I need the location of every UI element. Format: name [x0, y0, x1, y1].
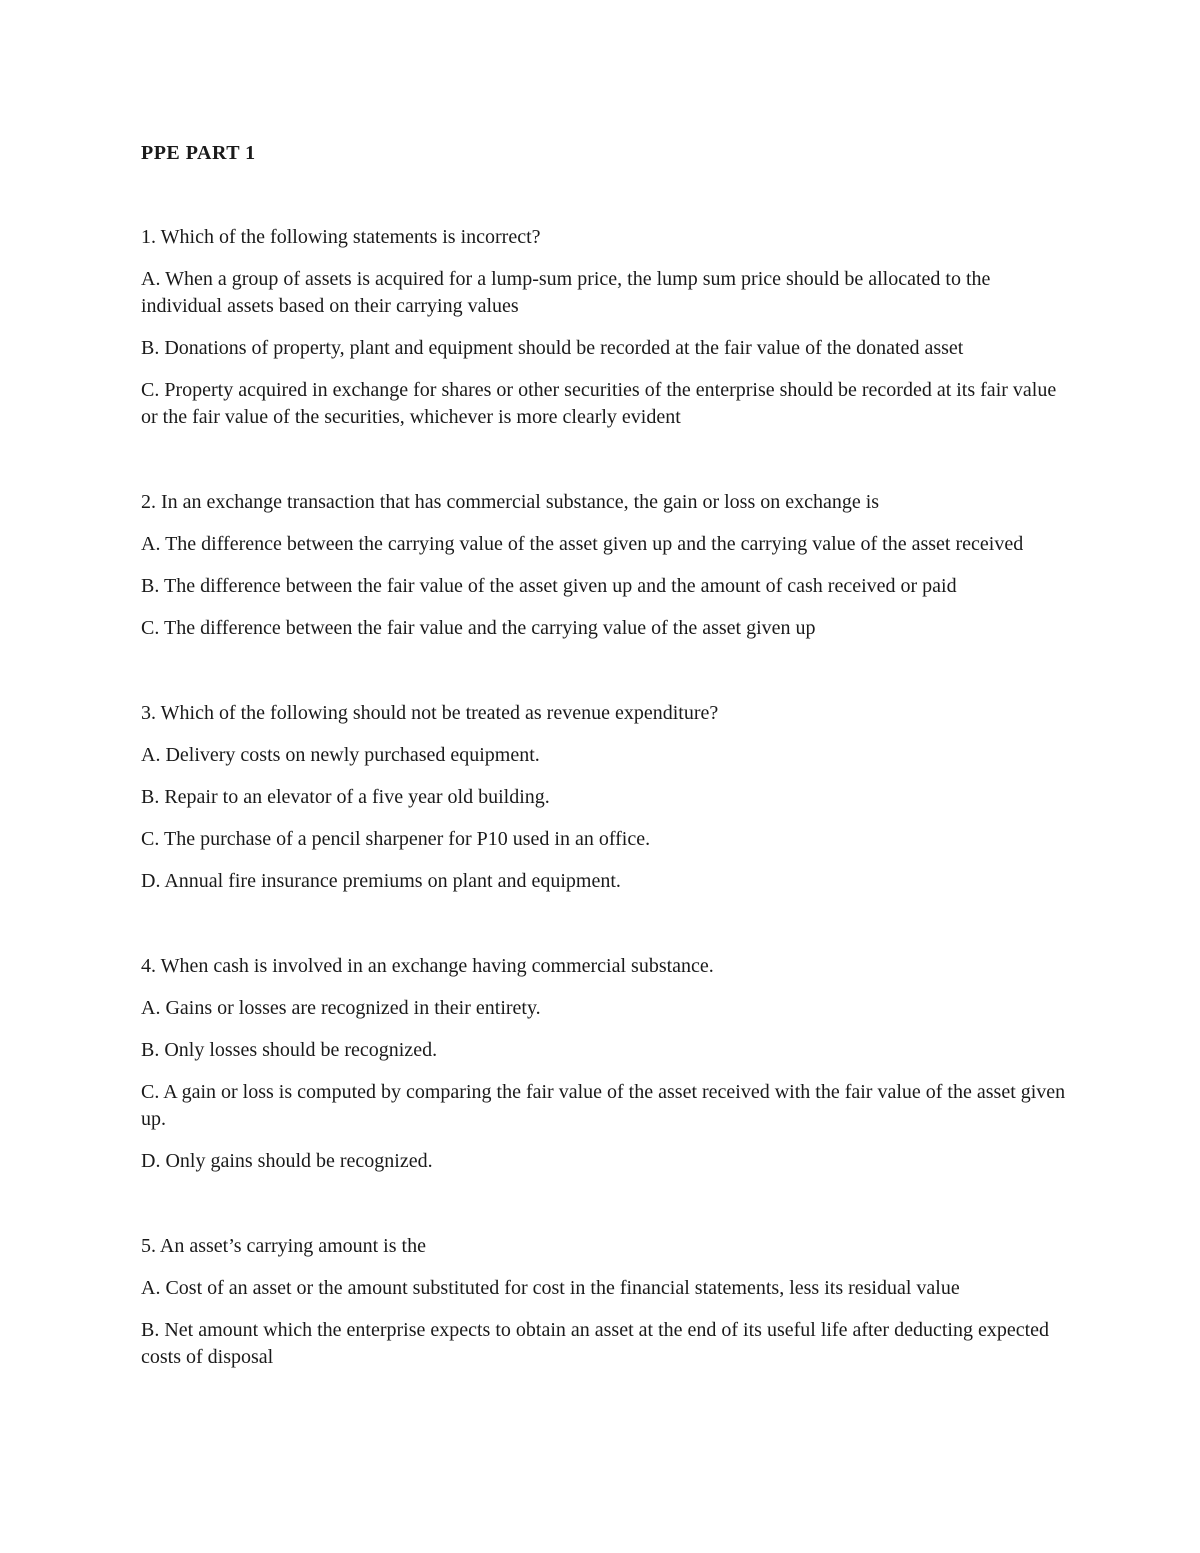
document-body [141, 140, 1071, 1371]
answer-option: D. Only gains should be recognized. [141, 1150, 433, 1172]
answer-option: A. The difference between the carrying value of the asset given up and the carrying value of the asset received [141, 533, 1024, 555]
question-5 [141, 1233, 1071, 1371]
document-title: PPE PART 1 [141, 142, 256, 164]
answer-option: A. Delivery costs on newly purchased equipment. [141, 744, 540, 766]
question-text: 3. Which of the following should not be treated as revenue expenditure? [141, 702, 719, 724]
answer-option: C. The difference between the fair value and the carrying value of the asset given up [141, 617, 816, 639]
question-text: 4. When cash is involved in an exchange having commercial substance. [141, 955, 714, 977]
question-4 [141, 953, 1071, 1175]
question-text: 5. An asset’s carrying amount is the [141, 1235, 426, 1257]
answer-option: A. Gains or losses are recognized in their entirety. [141, 997, 541, 1019]
answer-option: B. Donations of property, plant and equipment should be recorded at the fair value of the donated asset [141, 337, 964, 359]
answer-option: D. Annual fire insurance premiums on plant and equipment. [141, 870, 621, 892]
answer-option: B. Net amount which the enterprise expects to obtain an asset at the end of its useful life after deducting expected costs of disposal [141, 1319, 1050, 1368]
answer-option: A. Cost of an asset or the amount substituted for cost in the financial statements, less its residual value [141, 1277, 960, 1299]
answer-option: A. When a group of assets is acquired for a lump-sum price, the lump sum price should be allocated to the individual assets based on their carrying values [141, 268, 991, 317]
answer-option: B. The difference between the fair value of the asset given up and the amount of cash received or paid [141, 575, 957, 597]
question-2 [141, 489, 1071, 642]
answer-option: C. Property acquired in exchange for shares or other securities of the enterprise should be recorded at its fair value or the fair value of the securities, whichever is more clearly evident [141, 379, 1057, 428]
answer-option: B. Only losses should be recognized. [141, 1039, 438, 1061]
answer-option: C. The purchase of a pencil sharpener for P10 used in an office. [141, 828, 651, 850]
question-1 [141, 224, 1071, 431]
answer-option: C. A gain or loss is computed by comparing the fair value of the asset received with the fair value of the asset given up. [141, 1081, 1066, 1130]
question-3 [141, 700, 1071, 895]
answer-option: B. Repair to an elevator of a five year old building. [141, 786, 550, 808]
question-text: 1. Which of the following statements is incorrect? [141, 226, 541, 248]
question-text: 2. In an exchange transaction that has commercial substance, the gain or loss on exchange is [141, 491, 880, 513]
